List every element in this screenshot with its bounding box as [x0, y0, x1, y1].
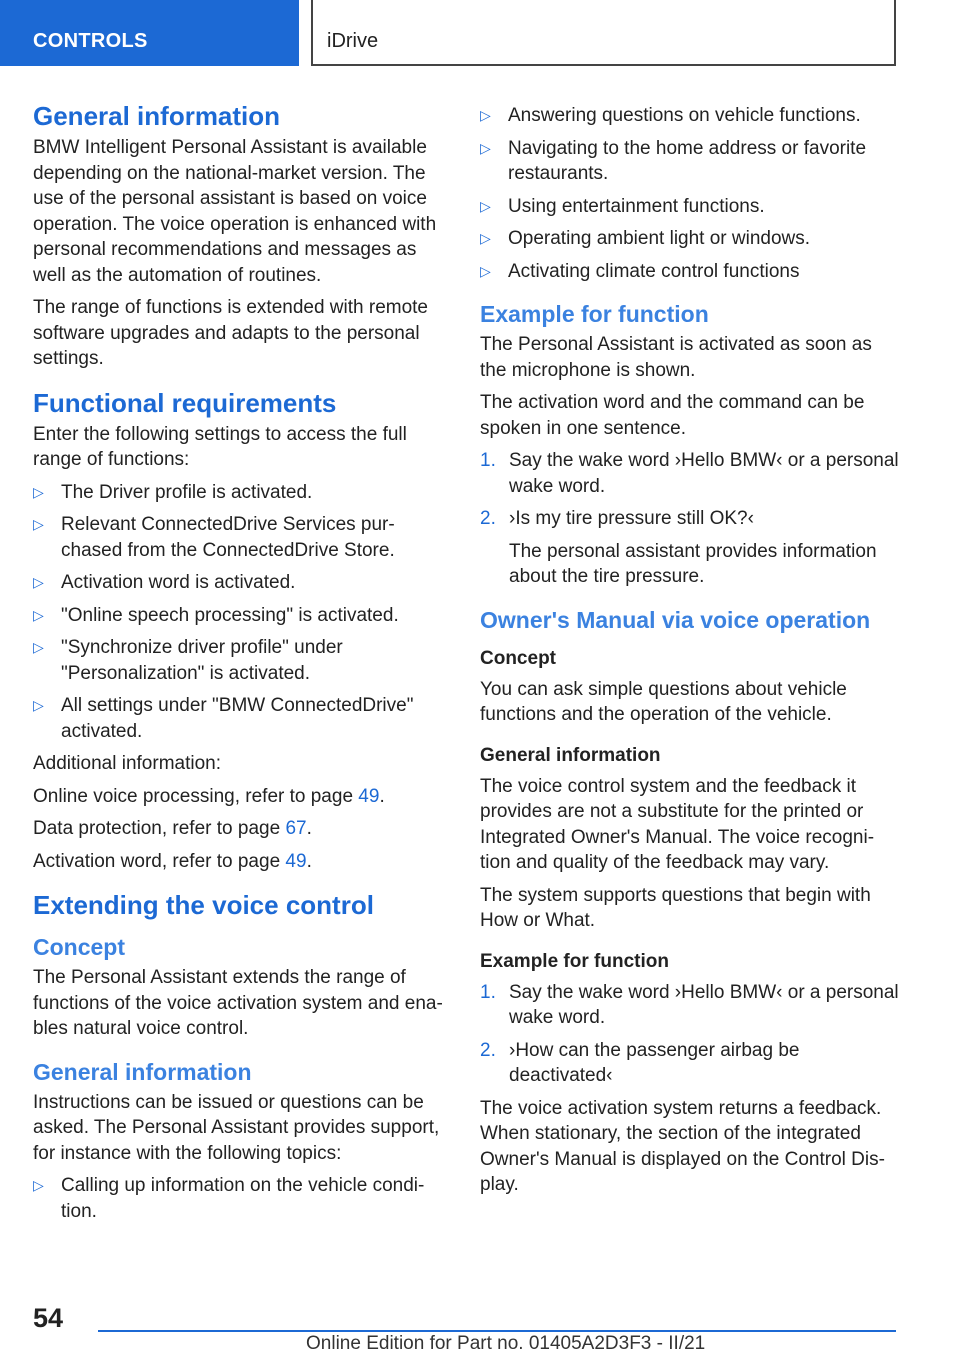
list-item: ▷ "Synchronize driver profile" under "Personalization" is activated. [33, 635, 447, 686]
functional-req-intro: Enter the following settings to access the full range of functions: [33, 423, 407, 470]
om-example-heading: Example for function [480, 950, 669, 972]
right-column [480, 103, 900, 1205]
list-item: ▷ Relevant ConnectedDrive Services pur-chased from the ConnectedDrive Store. [33, 512, 447, 563]
list-item: ▷ Calling up information on the vehicle condi-tion. [33, 1173, 447, 1224]
general-info-heading: General information [33, 101, 281, 131]
owners-manual-heading: Owner's Manual via voice operation [480, 606, 871, 633]
list-item: ▷ Activation word is activated. [33, 570, 447, 596]
functional-req-list [33, 480, 447, 745]
additional-info-label: Additional information: [33, 753, 221, 774]
concept-heading: Concept [33, 934, 125, 960]
list-item: ▷ Operating ambient light or windows. [480, 226, 900, 252]
om-example-steps [480, 980, 900, 1089]
list-item: ▷ Answering questions on vehicle functions. [480, 103, 900, 129]
list-item: ▷ Using entertainment functions. [480, 194, 900, 220]
section-label: CONTROLS [33, 30, 148, 52]
extending-heading: Extending the voice control [33, 890, 374, 920]
page-number: 54 [33, 1303, 64, 1333]
footer-divider [98, 1330, 896, 1332]
om-general-heading: General information [480, 744, 661, 766]
extending-general-text: Instructions can be issued or questions can be asked. The Personal Assistant provides support, for instance with the following topics: [33, 1091, 440, 1164]
om-concept-heading: Concept [480, 647, 556, 669]
topics-list-left [33, 1173, 447, 1224]
ref-online-voice: Online voice processing, refer to page 49. [33, 785, 385, 807]
topics-list-right [480, 103, 900, 284]
list-item: ▷ All settings under "BMW ConnectedDrive" activated. [33, 693, 447, 744]
footer-edition: Online Edition for Part no. 01405A2D3F3 - II/21 [306, 1333, 706, 1354]
example-steps [480, 448, 900, 590]
om-concept-text: You can ask simple questions about vehicle functions and the operation of the vehicle. [480, 678, 847, 725]
list-item: 1. Say the wake word ›Hello BMW‹ or a personal wake word. [480, 981, 899, 1028]
general-info-p1: BMW Intelligent Personal Assistant is available depending on the national-market version. The use of the personal assistant is based on voice operation. The voice operation is enhanced with personal recommendations and messages as well as the automation of routines. [33, 137, 437, 286]
list-item: 2. ›How can the passenger airbag be deactivated‹ [480, 1039, 800, 1086]
example-p1: The Personal Assistant is activated as soon as the microphone is shown. [480, 334, 872, 381]
concept-text: The Personal Assistant extends the range of functions of the voice activation system and ena-bles natural voice control. [33, 967, 443, 1039]
ref-activation-word: Activation word, refer to page 49. [33, 850, 312, 872]
list-item: ▷ "Online speech processing" is activated. [33, 603, 447, 629]
page-link[interactable]: 67 [285, 818, 307, 839]
example-heading: Example for function [480, 301, 709, 327]
list-item: ▷ The Driver profile is activated. [33, 480, 447, 506]
page-link[interactable]: 49 [285, 850, 307, 872]
chapter-tab [311, 0, 896, 66]
list-item: ▷ Activating climate control functions [480, 259, 900, 285]
chapter-label: iDrive [327, 30, 379, 52]
list-item: ▷ Navigating to the home address or favorite restaurants. [480, 136, 900, 187]
page-header [0, 0, 960, 66]
section-tab [0, 0, 299, 66]
list-item: 2. ›Is my tire pressure still OK?‹ The personal assistant provides information about the tire pressure. [480, 508, 877, 587]
general-info-p2: The range of functions is extended with remote software upgrades and adapts to the personal settings. [33, 297, 429, 369]
list-item: 1. Say the wake word ›Hello BMW‹ or a personal wake word. [480, 450, 899, 497]
page-link[interactable]: 49 [358, 785, 380, 807]
example-p2: The activation word and the command can be spoken in one sentence. [480, 392, 865, 439]
left-column [33, 100, 447, 1231]
extending-general-heading: General information [33, 1058, 252, 1085]
om-general-p2: The system supports questions that begin with How or What. [480, 884, 871, 931]
ref-data-protection: Data protection, refer to page 67. [33, 818, 312, 839]
om-general-p1: The voice control system and the feedback it provides are not a substitute for the printed or Integrated Owner's Manual. The voice recogni-tion and quality of the feedback may vary. [480, 775, 875, 873]
functional-req-heading: Functional requirements [33, 387, 337, 418]
om-closing: The voice activation system returns a feedback. When stationary, the section of the integrated Owner's Manual is displayed on the Control Dis-play. [480, 1097, 885, 1195]
